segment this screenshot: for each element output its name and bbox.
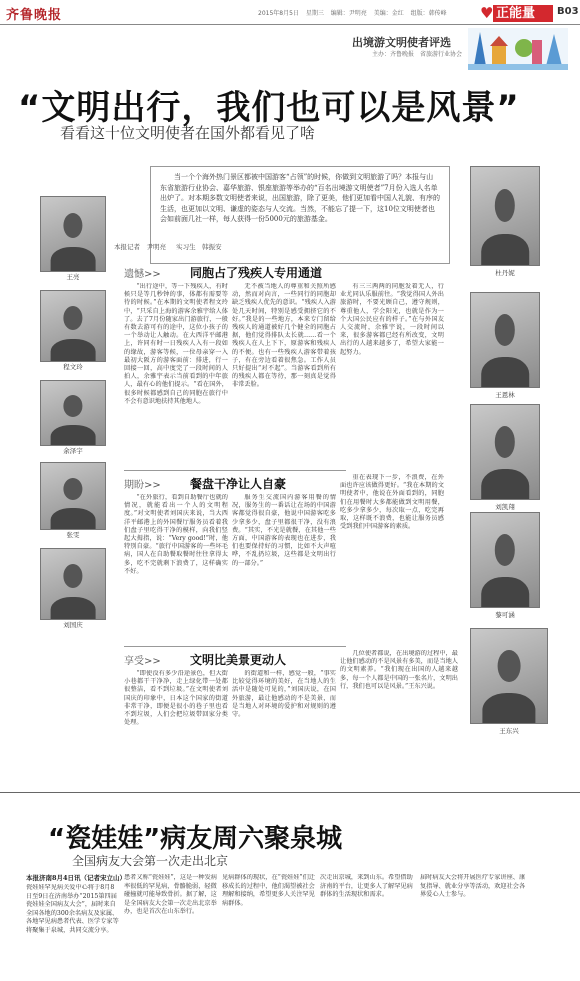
landmarks-illustration bbox=[468, 28, 568, 70]
paragraph: 无不被当地人的尊重和关照所感动，然而对向言，一些同行的同胞却缺乏残疾人优先的意识。“残疾人入游处几天时间，特别是感受拥挤它的不好。”我是的一些地方，本来专门留给残疾人的通道被好几个健全的同胞占据，他们觉得排队太长就……看一个残疾人在人上下下，原游客和残疾人的不便。也有一些残疾人游客带着孩子，有在旁边看着很焦急。工作人员只好提出“对不起”。当游客看到所有的残疾人都在等待，那一刻真是觉得非常丢脸。 bbox=[232, 283, 336, 389]
portrait-caption: 王恩林 bbox=[495, 391, 515, 399]
story2-column: 瓷娃娃罕见病关爱中心将于8月8日至9日在济南举办“2015第四届瓷娃娃全国病友大会”，届时来自全国各地的300余名病友及家属、各地罕见病患者代表、医学专家等将聚集于泉城，共同交流分享。 bbox=[26, 884, 119, 934]
series-title: 出境游文明使者评选 bbox=[352, 36, 451, 49]
story2-column: 见病群体的现状，在“瓷娃娃”们迁移成长的过程中，他们渴望被社会理解和接纳，希望更多人关注罕见病群体。 bbox=[222, 874, 315, 907]
story2-column: 届时病友大会将开展医疗专家讲座、康复指导、就业分享等活动，欢迎社会各界爱心人士参与。 bbox=[420, 874, 526, 898]
section-title: 餐盘干净让人自豪 bbox=[190, 477, 287, 491]
article-column bbox=[124, 670, 228, 780]
article-column bbox=[340, 474, 444, 642]
proofreader: 组版：韩传峰 bbox=[410, 10, 447, 17]
section-title: 文明比美景更动人 bbox=[190, 653, 287, 667]
page-number: B03 bbox=[557, 6, 579, 17]
page-meta bbox=[258, 8, 452, 17]
portrait-photo bbox=[470, 166, 540, 266]
portrait-caption: 王东兴 bbox=[499, 727, 519, 735]
portrait-caption: 张雯 bbox=[66, 531, 80, 539]
portrait-photo bbox=[470, 512, 540, 608]
portrait-caption: 黎可涵 bbox=[495, 611, 515, 619]
portrait-photo bbox=[40, 548, 106, 620]
portrait-caption: 余泽宇 bbox=[63, 447, 83, 455]
story2-column: 患者又称“瓷娃娃”，这是一种发病率很低的罕见病，骨骼脆弱，轻微碰撞就可能导致骨折。据了解，这是全国病友大会第一次走出北京举办，也是首次在山东举行。 bbox=[124, 874, 217, 915]
story2-column: 次走出京城，来到山东。希望借助济南的平台，让更多人了解罕见病群体的生活现状和需求。 bbox=[320, 874, 413, 898]
weekday: 星期三 bbox=[305, 10, 324, 17]
story2-subhead: 全国病友大会第一次走出北京 bbox=[72, 854, 229, 868]
article-column bbox=[232, 670, 336, 780]
paragraph: “出行途中，等一下残疾人，有时候只是等几秒钟的事，体都有需要等待的时候。”在本期的文明使者程文玲中，“只采自上海的游客余雅宇给人体了。去了7月份随家出门游旅行，一般有数去游可有的途中，这位小孩子的一个举动让人触动。在大西洋平邮港上，许同有时一日残疾人入有一段如的缘故，游客等候，一位母亲穿一入最初大阪方的游客面前：排进，行一回接一回，高中度完了一段时间的人拍人，余雅宇表示当前看到的中年旅人，最有心的他们提示。“看在国外，很多时候都感到自己的同胞在旅行中不会有意识地扶持其他地人。 bbox=[124, 283, 228, 405]
designer: 美编：金红 bbox=[373, 10, 404, 17]
portrait-caption: 刘凯翔 bbox=[495, 503, 515, 511]
main-headline: “文明出行，我们也可以是风景” bbox=[18, 88, 520, 128]
story-divider bbox=[0, 792, 580, 793]
issue-date: 2015年8月5日 bbox=[258, 10, 299, 17]
paragraph: 的街道和一样，感觉一般，“事实比较觉得环境的美好，在当地人的生活中是随处可见的，”刘国庆说，在国外旅游，最让他感动的不是美景，而是当地人对环境的爱护和对规则的遵守。 bbox=[232, 670, 336, 719]
article-column bbox=[340, 283, 444, 471]
paragraph: 几位使者都说，在出境游的过程中，最让他们感动的不是风景有多美，而是当地人的文明素养。“我们现在出国的人越来越多，每一个人都是中国的一张名片，文明出行，我们也可以是风景。”王东兴说。 bbox=[340, 650, 458, 690]
paragraph: 有三三两两的同胞发着无人，行业尤同认乐服前往。“我觉得国人外出旅游时，不要光顾自己，遵守规则，尊重他人，学会阳光，也就是作为一个大国公民应有的样子。”在与外国友人交流时，余雅宇说，一段时间以来，很多游客都已经有所改变，文明出行的人越来越多了，希望大家能一起努力。 bbox=[340, 283, 444, 356]
portrait-caption: 刘国庆 bbox=[63, 621, 83, 629]
story2-dateline: 本报济南8月4日讯（记者宋立山） bbox=[26, 874, 127, 882]
main-subhead: 看看这十位文明使者在国外都看见了啥 bbox=[60, 124, 316, 142]
portrait-photo bbox=[40, 196, 106, 272]
intern-reporter: 实习生 韩振安 bbox=[176, 243, 222, 251]
top-rule bbox=[0, 24, 580, 25]
section-tag: 遗憾>> bbox=[124, 269, 161, 280]
series-sponsor: 主办：齐鲁晚报 省旅游行业协会 bbox=[372, 51, 463, 58]
intro-text: 当一个个海外热门景区都被中国游客“占领”的时候，你做到文明旅游了吗？本报与山东省旅游行业协会、嘉华旅游、银座旅游等举办的“百名出境游文明使者”7月份入选人名单出炉了。对本期多数文明使者来说，出国旅游，除了更美，他们更加看中国人礼貌、有序的生活，也更加以文明、谦虚的姿态与人交流。当然，不能忘了提一下，这10位文明使者也会如前面几社一样，每人获得一份5000元的旅游基金。 bbox=[160, 173, 440, 223]
paragraph: 服务生交流国内游客用餐的情况，服务生的一番话让在场的中国游客都觉得很自豪，他说中国游客吃多少拿多少，盘子里都很干净，没有浪费。“其实，不光是就餐，在其他一些方面，中国游客的表现也在进步，我们也要保持好的习惯，比如不大声喧哗，不乱扔垃圾，这些都是文明出行的一部分。” bbox=[232, 494, 336, 567]
story2-headline: “瓷娃娃”病友周六聚泉城 bbox=[48, 824, 343, 854]
portrait-caption: 程文玲 bbox=[63, 363, 83, 371]
paragraph: “在外旅行，看到自助餐厅也就的情况，就能看出一个人的文明程度。”对文明使者刘国庆来说，当大西洋平邮港上的外国餐厅服务员看着我们盘子里吃得干净的模样，向我们竖起大拇指，说：“Very good!”时，他特别自豪。“旅行中国游客的一些坏毛病，国人在自助餐取餐时往往拿得太多，吃不完就剩下浪费了，这样确实不好。 bbox=[124, 494, 228, 575]
article-column bbox=[232, 494, 336, 642]
section-banner: 正能量 bbox=[493, 5, 553, 22]
editor: 编辑：尹明亮 bbox=[330, 10, 367, 17]
section-tag: 期盼>> bbox=[124, 480, 161, 491]
byline bbox=[114, 242, 230, 251]
section-title: 同胞占了残疾人专用通道 bbox=[190, 266, 323, 280]
section-tag: 享受>> bbox=[124, 656, 161, 667]
portrait-photo bbox=[40, 462, 106, 530]
paragraph: “即使没有多少沿途景色，但大街小巷都干干净净，走上绿化带一处都很整洁，看不到垃圾。”在文明使者刘国庆的印象中，日本这个国家的街道非常干净，即便是很小的巷子里也看不到垃圾，人们会把垃圾带回家分类处理。 bbox=[124, 670, 228, 727]
portrait-photo bbox=[40, 290, 106, 362]
section-divider bbox=[124, 470, 346, 471]
portrait-caption: 王亮 bbox=[66, 273, 80, 281]
article-column bbox=[124, 494, 228, 642]
portrait-photo bbox=[470, 628, 548, 724]
reporter: 本报记者 尹明亮 bbox=[114, 243, 166, 251]
article-column bbox=[124, 283, 228, 471]
portrait-photo bbox=[40, 380, 106, 446]
portrait-photo bbox=[470, 292, 540, 388]
portrait-caption: 杜丹妮 bbox=[495, 269, 515, 277]
article-column bbox=[232, 283, 336, 471]
heart-icon: ♥ bbox=[480, 4, 494, 22]
paragraph: 重在表现下一步，不浪费，在外面也许应该做得更好。“我在本期的文明使者中，他说在外面看到的，同胞们在用餐时大多都能做到文明用餐，吃多少拿多少，每次取一点，吃完再取，这样既不浪费，也能让服务员感受到我们中国游客的素质。 bbox=[340, 474, 444, 531]
article-column bbox=[340, 650, 458, 780]
section-divider bbox=[124, 646, 346, 647]
newspaper-logo: 齐鲁晚报 bbox=[6, 8, 63, 23]
portrait-photo bbox=[470, 404, 540, 500]
